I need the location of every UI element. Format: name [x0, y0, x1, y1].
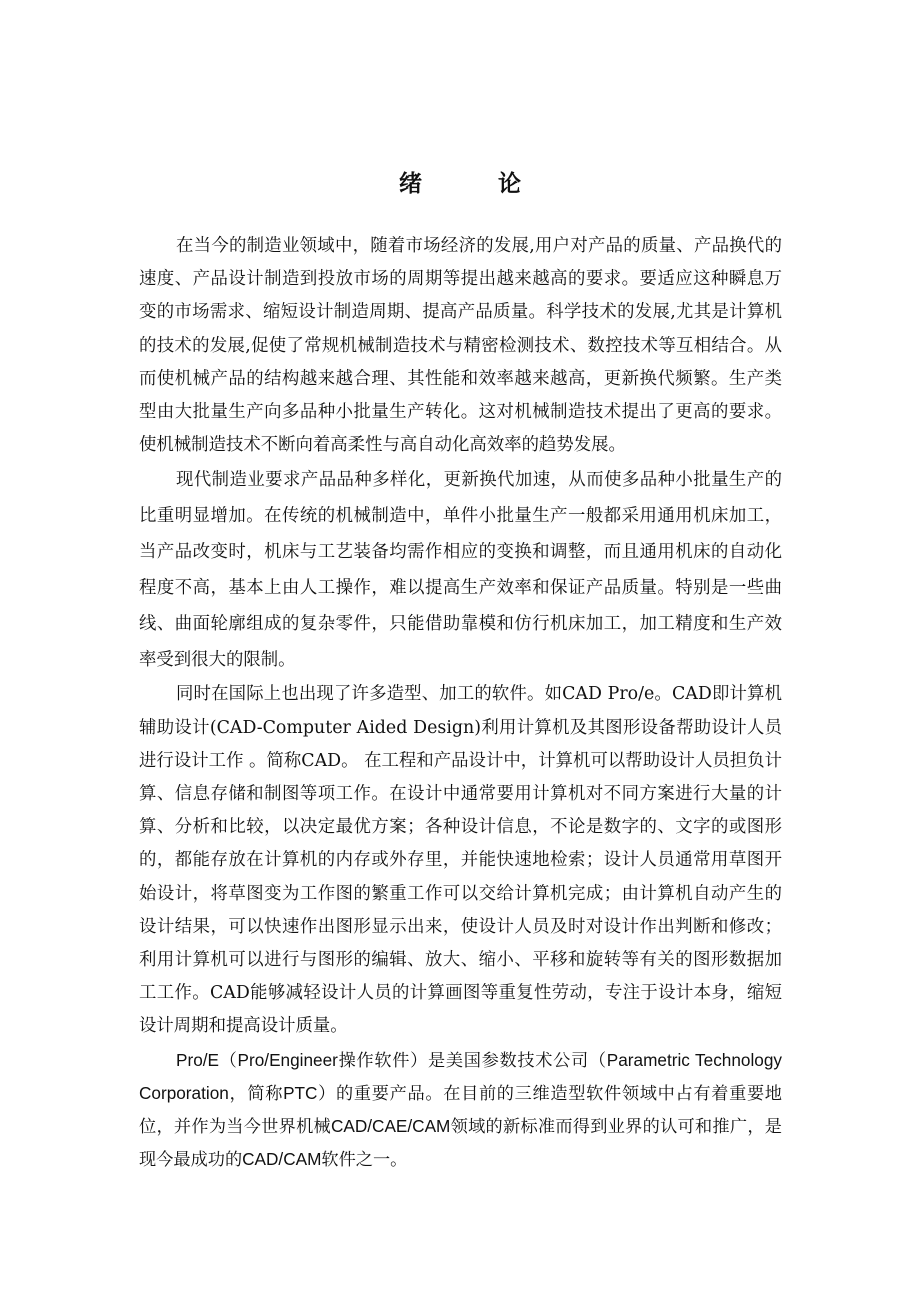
paragraph-1: 在当今的制造业领域中，随着市场经济的发展,用户对产品的质量、产品换代的速度、产品设计制造到投放市场的周期等提出越来越高的要求。要适应这种瞬息万变的市场需求、缩短设计制造周期、提高产品质量。科学技术的发展,尤其是计算机的技术的发展,促使了常规机械制造技术与精密检测技术、数控技术等互相结合。从而使机械产品的结构越来越合理、其性能和效率越来越高，更新换代频繁。生产类型由大批量生产向多品种小批量生产转化。这对机械制造技术提出了更高的要求。使机械制造技术不断向着高柔性与高自动化高效率的趋势发展。 — [139, 236, 782, 456]
paragraph-4: Pro/E（Pro/Engineer操作软件）是美国参数技术公司（Parametric Technology Corporation，简称PTC）的重要产品。在目前的三维造型软件领域中占有着重要地位，并作为当今世界机械CAD/CAE/CAM领域的新标准而得到业界的认可和推广，是现今最成功的CAD/CAM软件之一。 — [139, 1049, 782, 1170]
paragraph-3: 同时在国际上也出现了许多造型、加工的软件。如CAD Pro/e。CAD即计算机辅助设计(CAD-Computer Aided Design)利用计算机及其图形设备帮助设计人员进行设计工作 。简称CAD。 在工程和产品设计中，计算机可以帮助设计人员担负计算、信息存储和制图等项工作。在设计中通常要用计算机对不同方案进行大量的计算、分析和比较，以决定最优方案；各种设计信息，不论是数字的、文字的或图形的，都能存放在计算机的内存或外存里，并能快速地检索；设计人员通常用草图开始设计，将草图变为工作图的繁重工作可以交给计算机完成；由计算机自动产生的设计结果，可以快速作出图形显示出来，使设计人员及时对设计作出判断和修改；利用计算机可以进行与图形的编辑、放大、缩小、平移和旋转等有关的图形数据加工工作。CAD能够减轻设计人员的计算画图等重复性劳动，专注于设计本身，缩短设计周期和提高设计质量。 — [139, 684, 782, 1037]
page-title: 绪 论 — [398, 170, 555, 197]
body-text — [139, 230, 782, 1176]
paragraph-2: 现代制造业要求产品品种多样化，更新换代加速，从而使多品种小批量生产的比重明显增加。在传统的机械制造中，单件小批量生产一般都采用通用机床加工，当产品改变时，机床与工艺装备均需作相应的变换和调整，而且通用机床的自动化程度不高，基本上由人工操作，难以提高生产效率和保证产品质量。特别是一些曲线、曲面轮廓组成的复杂零件，只能借助靠模和仿行机床加工，加工精度和生产效率受到很大的限制。 — [139, 470, 782, 671]
